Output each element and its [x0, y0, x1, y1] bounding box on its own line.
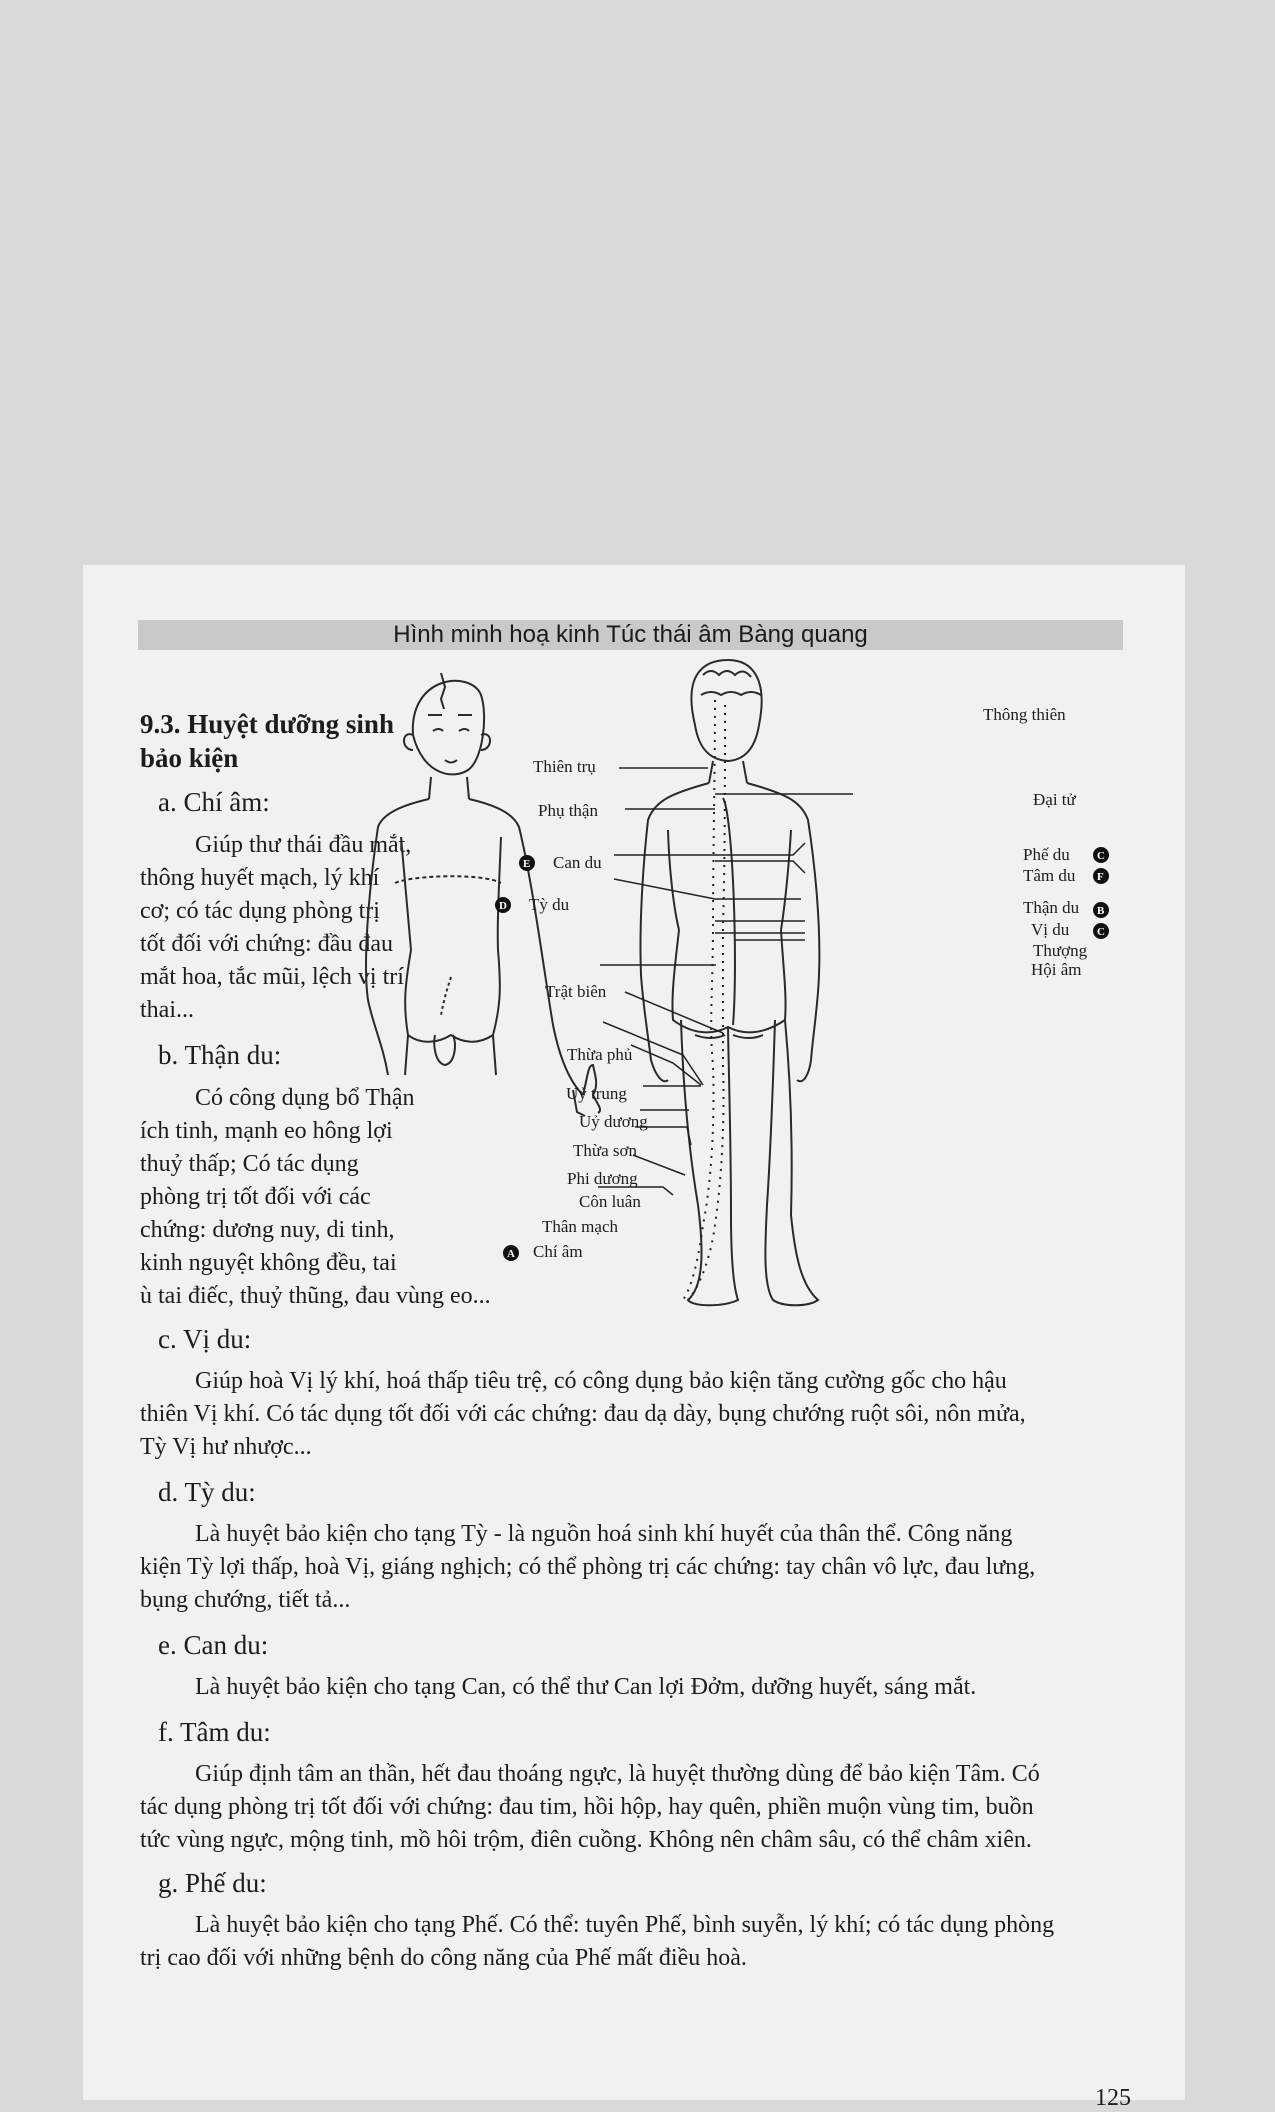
label-con-luan: Côn luân: [579, 1192, 641, 1211]
item-heading-phe-du: g. Phế du:: [158, 1868, 267, 1898]
svg-text:E: E: [523, 858, 531, 870]
para-line: tốt đối với chứng: đầu đau: [140, 931, 393, 957]
label-phi-duong: Phi dương: [567, 1169, 638, 1188]
label-vi-du: Vị du: [1031, 920, 1070, 939]
marker-c-top: [1093, 847, 1109, 863]
label-thien-tru: Thiên trụ: [533, 757, 596, 776]
para-line: mắt hoa, tắc mũi, lệch vị trí: [140, 964, 404, 990]
para-line: thuỷ thấp; Có tác dụng: [140, 1151, 359, 1177]
label-thua-son: Thừa sơn: [573, 1141, 637, 1160]
section-title-line2: bảo kiện: [140, 743, 239, 773]
label-than-du: Thận du: [1023, 898, 1080, 917]
label-thong-thien: Thông thiên: [983, 705, 1066, 724]
marker-b: [1093, 902, 1109, 918]
para-line: Giúp định tâm an thần, hết đau thoáng ngực, là huyệt thường dùng để bảo kiện Tâm. Có: [195, 1761, 1040, 1787]
label-phu-than: Phụ thận: [538, 801, 598, 820]
marker-c: [1093, 923, 1109, 939]
item-heading-tam-du: f. Tâm du:: [158, 1717, 271, 1747]
svg-text:C: C: [1097, 926, 1105, 938]
label-uy-duong: Uỷ dương: [579, 1112, 648, 1131]
para-line: thai...: [140, 997, 194, 1023]
para-line: ích tinh, mạnh eo hông lợi: [140, 1118, 393, 1144]
label-dai-tu: Đại tử: [1033, 790, 1076, 809]
item-heading-can-du: e. Can du:: [158, 1630, 269, 1660]
para-line: chứng: dương nuy, di tinh,: [140, 1217, 395, 1243]
label-trat-bien: Trật biên: [545, 982, 607, 1001]
svg-text:F: F: [1097, 871, 1104, 883]
label-chi-am: Chí âm: [533, 1242, 583, 1261]
para-line: Là huyệt bảo kiện cho tạng Tỳ - là nguồn hoá sinh khí huyết của thân thể. Công năng: [195, 1521, 1013, 1547]
svg-text:D: D: [499, 900, 507, 912]
para-line: thiên Vị khí. Có tác dụng tốt đối với các chứng: đau dạ dày, bụng chướng ruột sôi, nôn mửa,: [140, 1401, 1026, 1427]
para-line: tác dụng phòng trị tốt đối với chứng: đau tim, hồi hộp, hay quên, phiền muộn vùng tim, buồn: [140, 1794, 1034, 1820]
marker-d: [495, 897, 511, 913]
label-hoi-am: Hội âm: [1031, 960, 1082, 979]
para-line: cơ; có tác dụng phòng trị: [140, 898, 380, 924]
para-line: ù tai điếc, thuỷ thũng, đau vùng eo...: [140, 1283, 491, 1309]
para-line: Có công dụng bổ Thận: [195, 1085, 415, 1111]
section-title-line1: 9.3. Huyệt dưỡng sinh: [140, 709, 394, 739]
label-than-mach: Thân mạch: [542, 1217, 618, 1236]
label-thuong: Thượng: [1033, 941, 1088, 960]
item-heading-vi-du: c. Vị du:: [158, 1324, 252, 1354]
label-thua-phu: Thừa phủ: [567, 1045, 633, 1064]
label-can-du: Can du: [553, 853, 602, 872]
marker-e: [519, 855, 535, 871]
label-ty-du: Tỳ du: [529, 895, 570, 914]
para-line: kiện Tỳ lợi thấp, hoà Vị, giáng nghịch; có thể phòng trị các chứng: tay chân vô lực, đau lưng,: [140, 1554, 1036, 1580]
label-tam-du: Tâm du: [1023, 866, 1076, 885]
para-line: Tỳ Vị hư nhược...: [140, 1434, 312, 1460]
para-line: Là huyệt bảo kiện cho tạng Phế. Có thể: tuyên Phế, bình suyễn, lý khí; có tác dụng phòng: [195, 1912, 1055, 1938]
label-phe-du: Phế du: [1023, 845, 1070, 864]
back-body-illustration: [640, 660, 819, 1305]
para-line: kinh nguyệt không đều, tai: [140, 1250, 397, 1276]
book-page: [83, 565, 1185, 2111]
item-heading-than-du: b. Thận du:: [158, 1040, 282, 1070]
para-line: Giúp thư thái đầu mắt,: [195, 832, 412, 858]
para-line: Là huyệt bảo kiện cho tạng Can, có thể thư Can lợi Đởm, dưỡng huyết, sáng mắt.: [195, 1674, 977, 1700]
para-line: tức vùng ngực, mộng tinh, mồ hôi trộm, điên cuồng. Không nên châm sâu, có thể châm xiên.: [140, 1827, 1032, 1853]
svg-text:A: A: [507, 1248, 515, 1260]
para-line: phòng trị tốt đối với các: [140, 1184, 371, 1210]
svg-text:B: B: [1097, 905, 1105, 917]
para-line: thông huyết mạch, lý khí: [140, 865, 380, 891]
para-line: bụng chướng, tiết tả...: [140, 1587, 351, 1613]
bladder-meridian-figure: [83, 565, 1185, 1325]
item-heading-ty-du: d. Tỳ du:: [158, 1477, 256, 1507]
item-heading-chi-am: a. Chí âm:: [158, 787, 270, 817]
page-number: 125: [1095, 2085, 1131, 2111]
para-line: Giúp hoà Vị lý khí, hoá thấp tiêu trệ, có công dụng bảo kiện tăng cường gốc cho hậu: [195, 1368, 1007, 1394]
marker-f: [1093, 868, 1109, 884]
para-line: trị cao đối với những bệnh do công năng của Phế mất điều hoà.: [140, 1945, 747, 1971]
figure-banner: Hình minh hoạ kinh Túc thái âm Bàng quang: [138, 620, 1123, 650]
svg-text:C: C: [1097, 850, 1105, 862]
marker-a: [503, 1245, 519, 1261]
label-uy-trung: Uỷ trung: [566, 1084, 627, 1103]
